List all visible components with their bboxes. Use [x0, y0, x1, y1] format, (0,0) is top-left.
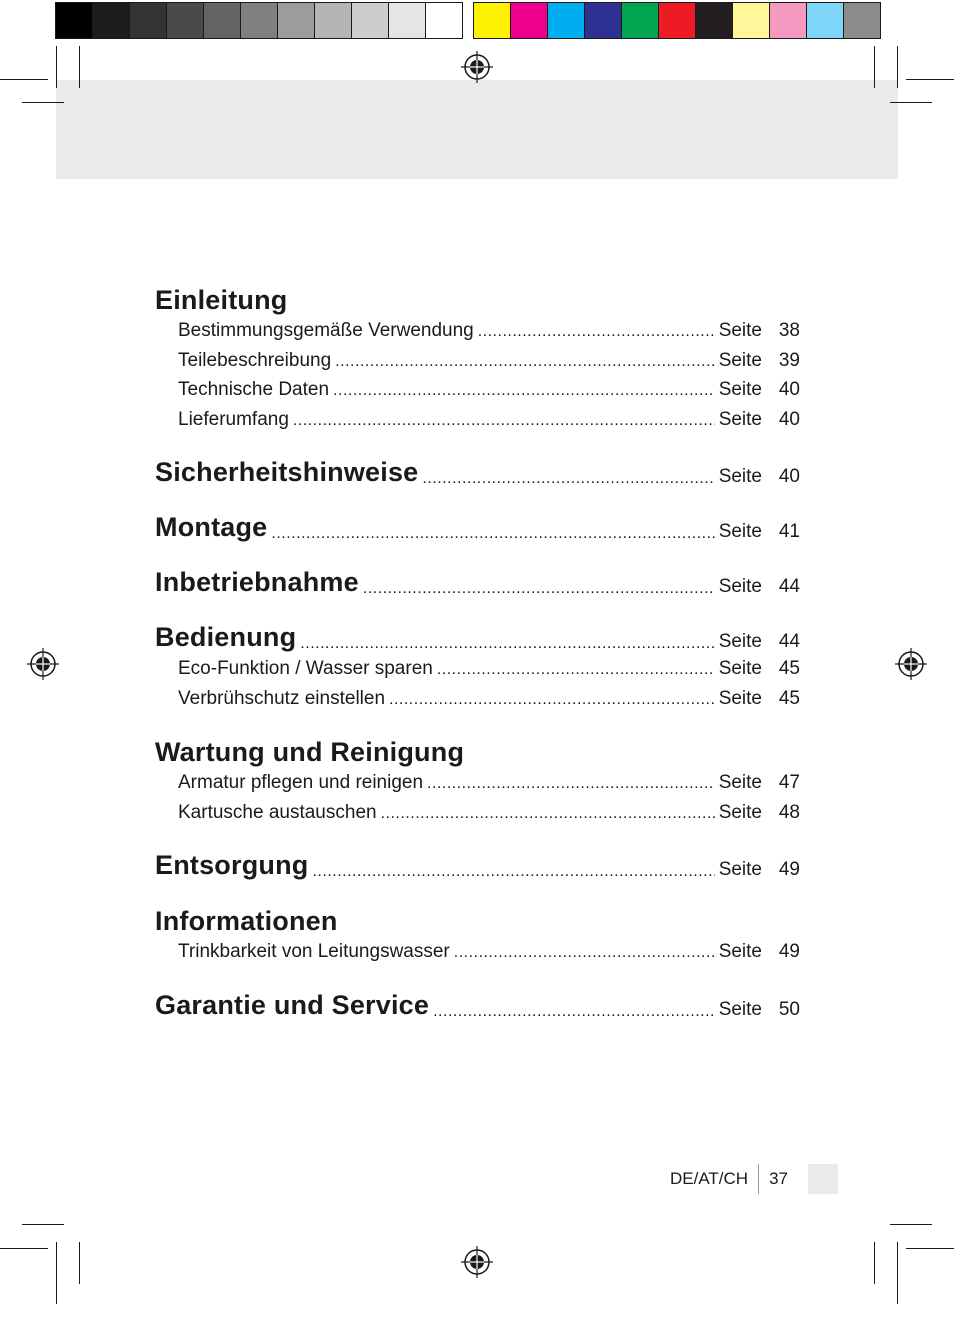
crop-mark — [890, 102, 932, 103]
color-swatch — [585, 2, 622, 39]
crop-mark — [897, 1242, 898, 1304]
page-number: 48 — [778, 801, 800, 823]
leader-dots — [433, 1003, 715, 1021]
page-number: 39 — [778, 349, 800, 371]
crop-mark — [874, 1242, 875, 1284]
page-number: 40 — [778, 379, 800, 400]
page-number: 50 — [778, 998, 800, 1020]
crop-mark — [0, 1248, 48, 1249]
leader-dots — [363, 580, 715, 598]
page-number: 44 — [778, 631, 800, 652]
toc-section-wartung — [155, 732, 800, 831]
toc-item[interactable]: Teilebeschreibung ..... Seite 39 — [155, 350, 800, 380]
toc-heading: Einleitung — [155, 285, 288, 315]
color-swatch — [659, 2, 696, 39]
toc-item[interactable]: Bestimmungsgemäße Verwendung ..... Seite 38 — [155, 320, 800, 350]
crop-mark — [0, 79, 48, 80]
crop-mark — [874, 46, 875, 88]
leader-dots — [437, 661, 715, 679]
crop-mark — [897, 46, 898, 88]
color-swatch — [548, 2, 585, 39]
color-swatch — [473, 2, 511, 39]
toc-item[interactable]: Armatur pflegen und reinigen ..... Seite 47 — [155, 772, 800, 802]
leader-dots — [389, 691, 715, 709]
toc-heading-entry[interactable]: Sicherheitshinweise ..... Seite 40 — [155, 453, 800, 493]
leader-dots — [333, 382, 715, 400]
color-swatch — [167, 2, 204, 39]
toc-heading-entry[interactable]: Garantie und Service ..... Seite 50 — [155, 986, 800, 1026]
crop-mark — [79, 1242, 80, 1284]
toc-heading: Sicherheitshinweise — [155, 457, 419, 487]
toc-item[interactable]: Technische Daten ..... Seite 40 — [155, 379, 800, 409]
color-swatch — [315, 2, 352, 39]
crop-mark — [890, 1224, 932, 1225]
toc-heading-entry[interactable]: Entsorgung ..... Seite 49 — [155, 846, 800, 886]
table-of-contents — [155, 280, 800, 1041]
color-swatch — [733, 2, 770, 39]
color-swatch — [622, 2, 659, 39]
toc-section-einleitung — [155, 280, 800, 438]
leader-dots — [478, 323, 715, 341]
leader-dots — [312, 863, 714, 881]
page-number: 47 — [778, 772, 800, 793]
crop-mark — [79, 46, 80, 88]
toc-heading: Bedienung — [155, 622, 297, 652]
page-footer — [670, 1164, 838, 1194]
footer-divider — [758, 1164, 759, 1194]
region-label: DE/AT/CH — [670, 1169, 749, 1188]
crop-mark — [906, 1248, 954, 1249]
color-swatch — [241, 2, 278, 39]
color-swatch — [426, 2, 463, 39]
crop-mark — [56, 46, 57, 88]
color-swatch — [93, 2, 130, 39]
color-swatch — [352, 2, 389, 39]
page-number: 41 — [778, 521, 800, 542]
registration-mark-icon — [894, 647, 928, 681]
toc-heading-entry[interactable]: Montage ..... Seite 41 — [155, 508, 800, 548]
leader-dots — [335, 353, 715, 371]
crop-mark — [56, 1242, 57, 1304]
toc-item[interactable]: Kartusche austauschen ..... Seite 48 — [155, 802, 800, 832]
printer-color-bar — [55, 0, 881, 40]
page-number: 45 — [778, 687, 800, 709]
toc-section-inbetriebnahme — [155, 563, 800, 603]
page-number: 44 — [778, 576, 800, 597]
toc-section-informationen — [155, 901, 800, 971]
toc-heading: Wartung und Reinigung — [155, 737, 465, 767]
color-swatch — [389, 2, 426, 39]
color-swatch — [844, 2, 881, 39]
registration-mark-icon — [460, 50, 494, 84]
page-number: 49 — [778, 859, 800, 880]
color-swatch — [204, 2, 241, 39]
toc-heading: Informationen — [155, 906, 338, 936]
page-number: 40 — [778, 466, 800, 487]
page-number-footer: 37 — [769, 1169, 788, 1188]
toc-item[interactable]: Eco-Funktion / Wasser sparen ..... Seite 45 — [155, 658, 800, 688]
toc-section-garantie — [155, 986, 800, 1026]
toc-heading-entry[interactable]: Bedienung ..... Seite 44 — [155, 618, 800, 658]
page-number: 45 — [778, 658, 800, 679]
toc-item[interactable]: Lieferumfang ..... Seite 40 — [155, 409, 800, 439]
color-swatch — [130, 2, 167, 39]
color-swatch — [696, 2, 733, 39]
leader-dots — [381, 805, 715, 823]
registration-mark-icon — [460, 1245, 494, 1279]
leader-dots — [293, 412, 715, 430]
crop-mark — [22, 1224, 64, 1225]
page-number: 38 — [778, 320, 800, 341]
color-swatch — [278, 2, 315, 39]
swatch-gap — [463, 0, 473, 40]
toc-section-montage — [155, 508, 800, 548]
color-swatch — [511, 2, 548, 39]
toc-heading: Entsorgung — [155, 850, 309, 880]
crop-mark — [22, 102, 64, 103]
toc-item[interactable]: Trinkbarkeit von Leitungswasser ..... Seite 49 — [155, 941, 800, 971]
toc-heading: Montage — [155, 512, 268, 542]
page-number: 49 — [778, 941, 800, 962]
leader-dots — [300, 635, 714, 653]
leader-dots — [454, 944, 715, 962]
toc-section-bedienung — [155, 618, 800, 717]
thumb-tab — [808, 1164, 838, 1194]
toc-heading: Inbetriebnahme — [155, 567, 359, 597]
crop-mark — [906, 79, 954, 80]
toc-heading: Garantie und Service — [155, 989, 430, 1020]
color-swatch — [55, 2, 93, 39]
toc-section-sicherheitshinweise — [155, 453, 800, 493]
toc-item[interactable]: Verbrühschutz einstellen ..... Seite 45 — [155, 688, 800, 718]
color-swatch — [770, 2, 807, 39]
leader-dots — [422, 470, 714, 488]
leader-dots — [271, 525, 714, 543]
toc-heading-entry[interactable]: Inbetriebnahme ..... Seite 44 — [155, 563, 800, 603]
toc-section-entsorgung — [155, 846, 800, 886]
leader-dots — [427, 775, 715, 793]
registration-mark-icon — [26, 647, 60, 681]
color-swatch — [807, 2, 844, 39]
page-number: 40 — [778, 408, 800, 430]
header-band — [56, 80, 898, 179]
